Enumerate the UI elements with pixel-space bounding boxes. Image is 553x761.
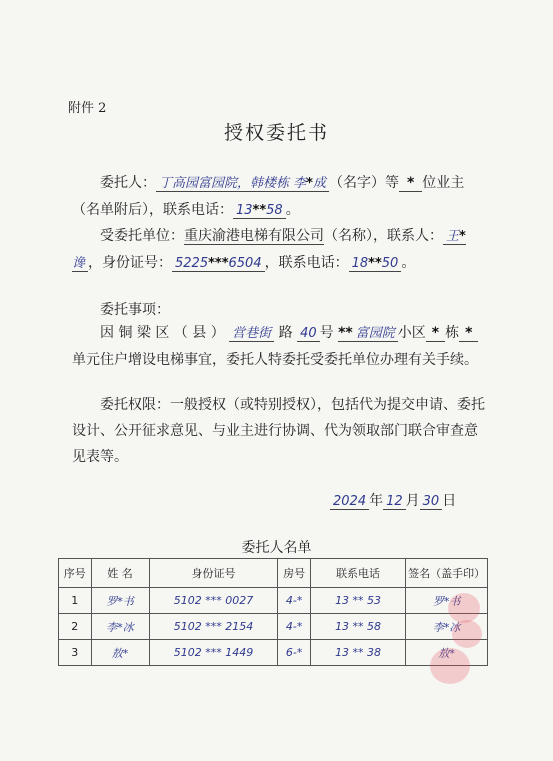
table-row [59,614,488,640]
contact-id-number: 5225***6504 [172,256,265,272]
agent-label: 受委托单位： [100,228,184,244]
community-field: ** 富园院 [338,325,398,342]
principal-label: 委托人： [100,175,156,191]
date-year: 2024 [330,494,369,510]
cell-room: 4-* [278,614,311,640]
cell-id: 5102 *** 0027 [149,588,278,614]
table-title: 委托人名单 [241,540,312,556]
principal-phone: 13**58 [233,203,286,219]
col-room: 房号 [278,559,311,588]
date-month: 12 [383,494,406,510]
cell-index: 1 [59,588,92,614]
cell-index: 3 [59,640,92,666]
agent-company: 重庆渝港电梯有限公司 [184,228,324,244]
cell-signature: 敖* [406,640,488,666]
handwritten-name-end: 成 [312,176,326,191]
col-signature: 签名（盖手印） [406,559,488,588]
cell-id: 5102 *** 2154 [149,614,278,640]
cell-name: 敖* [91,640,149,666]
handwritten-names: 丁高园富园院，韩楼栋 李 [159,176,307,191]
paragraph-authority: 委托权限：一般授权（或特别授权），包括代为提交申请、委托设计、公开征求意见、与业主进行协调、代为领取部门联合审查意见表等。 [72,397,485,465]
unit-number: * [465,325,473,341]
street-number: 40 [297,326,320,342]
fingerprint-stamp [430,648,470,684]
table-header-row [59,559,488,588]
paragraph-principal: 委托人： 丁高园富园院，韩楼栋 李*成 （名字）等 * 位业主（名单附后），联系电话： 13**58 。 [72,175,465,218]
cell-room: 4-* [278,588,311,614]
fingerprint-stamp [448,593,480,623]
district: 铜 梁 区 （ 县 ） [118,325,225,341]
cell-name: 李*冰 [91,614,149,640]
date-day: 30 [420,494,443,510]
cell-index: 2 [59,614,92,640]
principal-names [156,176,329,192]
names-suffix: （名字）等 [328,175,399,191]
attachment-label: 附件 2 [68,101,107,116]
document-title: 授权委托书 [223,122,329,144]
cell-signature: 罗*书 [406,588,488,614]
cell-room: 6-* [278,640,311,666]
redaction-mark: * [406,175,415,191]
table-row [59,588,488,614]
street-name: 営巷街 [229,326,274,342]
contact-label: （名称），联系人： [324,228,443,244]
cell-signature: 李*冰 [406,614,488,640]
redaction-mark: * [306,176,313,191]
cell-phone: 13 ** 58 [310,614,405,640]
cell-phone: 13 ** 38 [310,640,405,666]
principal-list-table [58,558,488,666]
col-phone: 联系电话 [310,559,405,588]
agent-phone: 18**50 [349,256,402,272]
col-index: 序号 [59,559,92,588]
agent-phone-label: ，联系电话： [264,255,349,271]
cell-phone: 13 ** 53 [310,588,405,614]
building-number: * [431,325,440,341]
table-row [59,640,488,666]
cell-name: 罗*书 [91,588,149,614]
matters-label: 委托事项： [100,302,170,318]
col-name: 姓 名 [91,559,149,588]
owner-phone-label: 位业主（名单附后），联系电话： [72,175,465,218]
cell-id: 5102 *** 1449 [149,640,278,666]
paragraph-matters: 因 铜 梁 区 （ 县 ） 営巷街 路 40 号 ** 富园院 小区 * 栋 *单元住户增设电梯事宜，委托人特委托受委托单位办理有关手续。 [72,325,478,368]
id-label: ，身份证号： [88,255,173,271]
count-field [399,175,422,192]
paragraph-agent: 受委托单位：重庆渝港电梯有限公司（名称），联系人： 王*谗 ，身份证号： 5225***6504 ，联系电话： 18**50 。 [72,228,466,271]
col-id: 身份证号 [149,559,278,588]
fingerprint-stamp [452,620,482,648]
contact-person: 王*谗 [72,229,466,271]
matters-text: 单元住户增设电梯事宜，委托人特委托受委托单位办理有关手续。 [72,352,478,368]
signing-date: 2024 年 12 月 30 日 [330,490,456,510]
